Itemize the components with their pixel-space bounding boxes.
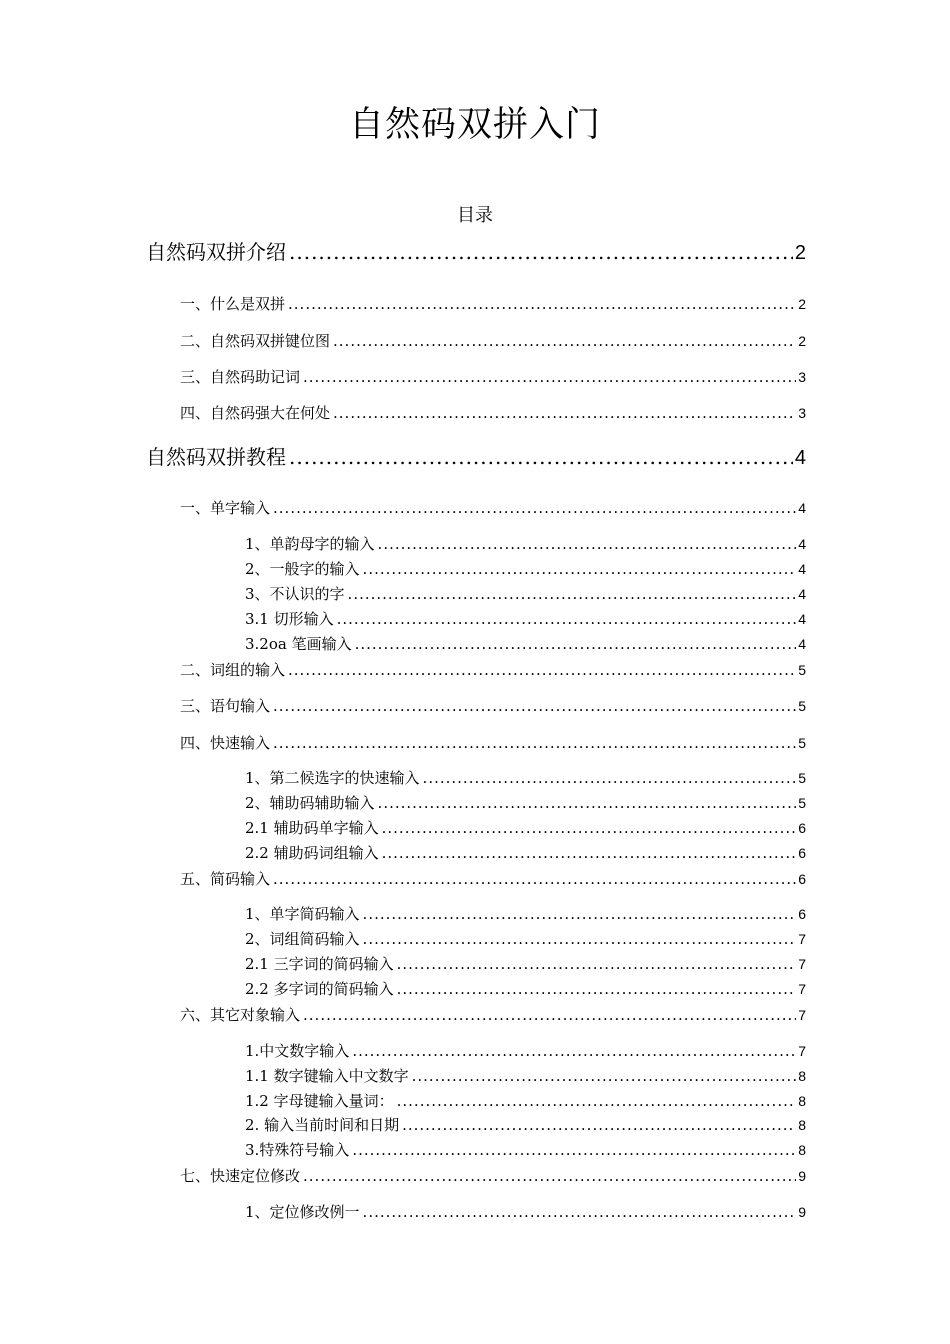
toc-dot-leader bbox=[288, 659, 796, 681]
toc-entry-page-number: 2 bbox=[798, 333, 806, 349]
toc-entry-label: 2.1 辅助码单字输入 bbox=[245, 819, 379, 837]
toc-entry[interactable] bbox=[180, 293, 806, 315]
toc-entry-label: 三、语句输入 bbox=[180, 697, 271, 715]
toc-entry[interactable] bbox=[245, 608, 806, 630]
toc-entry[interactable] bbox=[245, 978, 806, 1000]
toc-entry[interactable] bbox=[245, 792, 806, 814]
toc-entry[interactable] bbox=[245, 1090, 806, 1112]
toc-entry[interactable] bbox=[245, 817, 806, 839]
toc-entry-label: 二、词组的输入 bbox=[180, 661, 286, 679]
toc-entry-page-number: 6 bbox=[798, 871, 806, 887]
toc-dot-leader bbox=[273, 732, 796, 754]
toc-entry-page-number: 8 bbox=[798, 1093, 806, 1109]
toc-entry[interactable] bbox=[180, 659, 806, 681]
toc-entry-label: 四、自然码强大在何处 bbox=[180, 404, 331, 422]
toc-entry[interactable] bbox=[180, 868, 806, 890]
toc-entry-page-number: 3 bbox=[798, 405, 806, 421]
toc-entry-page-number: 4 bbox=[794, 447, 806, 469]
toc-dot-leader bbox=[382, 842, 797, 864]
toc-dot-leader bbox=[378, 792, 797, 814]
toc-entry-label: 七、快速定位修改 bbox=[180, 1167, 301, 1185]
toc-entry[interactable] bbox=[245, 558, 806, 580]
toc-entry-page-number: 3 bbox=[798, 369, 806, 385]
toc-dot-leader bbox=[273, 695, 796, 717]
toc-entry-label: 1、第二候选字的快速输入 bbox=[245, 769, 420, 787]
toc-entry-label: 五、简码输入 bbox=[180, 870, 271, 888]
toc-entry-page-number: 8 bbox=[798, 1068, 806, 1084]
toc-dot-leader bbox=[303, 1165, 796, 1187]
toc-dot-leader bbox=[289, 238, 793, 266]
toc-entry-label: 2、一般字的输入 bbox=[245, 560, 360, 578]
toc-entry-label: 自然码双拼介绍 bbox=[146, 240, 286, 264]
toc-entry[interactable] bbox=[245, 1139, 806, 1161]
toc-entry-page-number: 4 bbox=[798, 611, 806, 627]
toc-dot-leader bbox=[355, 633, 797, 655]
toc-dot-leader bbox=[363, 928, 797, 950]
toc-dot-leader bbox=[378, 533, 797, 555]
toc-entry[interactable] bbox=[245, 1201, 806, 1223]
toc-entry-page-number: 4 bbox=[798, 586, 806, 602]
toc-entry[interactable] bbox=[245, 1065, 806, 1087]
toc-entry-page-number: 4 bbox=[798, 636, 806, 652]
toc-entry-page-number: 9 bbox=[798, 1168, 806, 1184]
toc-entry-page-number: 7 bbox=[798, 931, 806, 947]
toc-heading: 目录 bbox=[457, 205, 493, 226]
toc-dot-leader bbox=[397, 978, 797, 1000]
document-title: 自然码双拼入门 bbox=[348, 105, 601, 145]
toc-entry-page-number: 8 bbox=[798, 1117, 806, 1133]
toc-entry-page-number: 2 bbox=[794, 242, 806, 264]
toc-entry[interactable] bbox=[180, 330, 806, 352]
toc-entry[interactable] bbox=[180, 732, 806, 754]
toc-entry[interactable] bbox=[180, 402, 806, 424]
toc-entry-page-number: 5 bbox=[798, 698, 806, 714]
toc-entry[interactable] bbox=[180, 497, 806, 519]
toc-entry[interactable] bbox=[245, 583, 806, 605]
toc-entry-label: 三、自然码助记词 bbox=[180, 368, 301, 386]
toc-entry-page-number: 5 bbox=[798, 795, 806, 811]
toc-entry[interactable] bbox=[146, 238, 806, 266]
toc-entry-label: 二、自然码双拼键位图 bbox=[180, 332, 331, 350]
toc-dot-leader bbox=[289, 443, 793, 471]
toc-entry[interactable] bbox=[245, 928, 806, 950]
toc-entry[interactable] bbox=[180, 1165, 806, 1187]
toc-dot-leader bbox=[352, 1139, 796, 1161]
toc-entry-page-number: 6 bbox=[798, 820, 806, 836]
toc-entry-label: 2、词组简码输入 bbox=[245, 930, 360, 948]
toc-entry[interactable] bbox=[245, 1114, 806, 1136]
toc-entry-label: 3.1 切形输入 bbox=[245, 610, 334, 628]
toc-entry-label: 1.中文数字输入 bbox=[245, 1042, 350, 1060]
toc-dot-leader bbox=[303, 1004, 796, 1026]
toc-entry[interactable] bbox=[245, 767, 806, 789]
toc-entry[interactable] bbox=[245, 953, 806, 975]
toc-dot-leader bbox=[352, 1040, 796, 1062]
toc-entry-label: 2.2 辅助码词组输入 bbox=[245, 844, 379, 862]
toc-dot-leader bbox=[402, 1114, 796, 1136]
toc-entry-page-number: 6 bbox=[798, 845, 806, 861]
toc-entry-page-number: 4 bbox=[798, 561, 806, 577]
toc-entry-label: 1.1 数字键输入中文数字 bbox=[245, 1067, 409, 1085]
toc-dot-leader bbox=[303, 366, 796, 388]
toc-entry[interactable] bbox=[180, 366, 806, 388]
toc-dot-leader bbox=[337, 608, 797, 630]
toc-entry-label: 2. 输入当前时间和日期 bbox=[245, 1116, 400, 1134]
toc-entry-page-number: 7 bbox=[798, 1043, 806, 1059]
toc-entry-page-number: 8 bbox=[798, 1142, 806, 1158]
toc-entry-label: 2.1 三字词的简码输入 bbox=[245, 955, 394, 973]
toc-entry[interactable] bbox=[180, 1004, 806, 1026]
toc-entry-page-number: 7 bbox=[798, 981, 806, 997]
toc-dot-leader bbox=[382, 817, 797, 839]
toc-entry-page-number: 7 bbox=[798, 956, 806, 972]
toc-entry-label: 3.特殊符号输入 bbox=[245, 1141, 350, 1159]
toc-dot-leader bbox=[397, 1090, 797, 1112]
toc-dot-leader bbox=[273, 868, 796, 890]
toc-entry-label: 1、定位修改例一 bbox=[245, 1203, 360, 1221]
toc-entry[interactable] bbox=[245, 633, 806, 655]
toc-dot-leader bbox=[363, 903, 797, 925]
toc-entry-label: 3、不认识的字 bbox=[245, 585, 345, 603]
toc-entry-page-number: 9 bbox=[798, 1204, 806, 1220]
toc-dot-leader bbox=[363, 1201, 797, 1223]
toc-entry-label: 1、单字简码输入 bbox=[245, 905, 360, 923]
toc-entry-page-number: 7 bbox=[798, 1007, 806, 1023]
toc-entry-page-number: 5 bbox=[798, 662, 806, 678]
toc-entry[interactable] bbox=[245, 903, 806, 925]
toc-entry-page-number: 5 bbox=[798, 770, 806, 786]
toc-entry-page-number: 5 bbox=[798, 735, 806, 751]
toc-dot-leader bbox=[348, 583, 797, 605]
toc-entry-label: 一、什么是双拼 bbox=[180, 295, 286, 313]
toc-entry-label: 一、单字输入 bbox=[180, 499, 271, 517]
toc-entry-label: 2、辅助码辅助输入 bbox=[245, 794, 375, 812]
toc-entry-label: 自然码双拼教程 bbox=[146, 445, 286, 469]
toc-dot-leader bbox=[423, 767, 797, 789]
toc-dot-leader bbox=[288, 293, 796, 315]
toc-entry[interactable] bbox=[180, 695, 806, 717]
toc-dot-leader bbox=[397, 953, 797, 975]
toc-entry-label: 1.2 字母键输入量词： bbox=[245, 1092, 394, 1110]
toc-dot-leader bbox=[333, 330, 796, 352]
toc-entry[interactable] bbox=[245, 1040, 806, 1062]
toc-entry-page-number: 6 bbox=[798, 906, 806, 922]
toc-entry-label: 1、单韵母字的输入 bbox=[245, 535, 375, 553]
toc-entry-label: 六、其它对象输入 bbox=[180, 1006, 301, 1024]
toc-entry[interactable] bbox=[245, 842, 806, 864]
toc-entry-label: 2.2 多字词的简码输入 bbox=[245, 980, 394, 998]
toc-dot-leader bbox=[273, 497, 796, 519]
toc-entry-page-number: 4 bbox=[798, 536, 806, 552]
toc-dot-leader bbox=[333, 402, 796, 424]
toc-entry[interactable] bbox=[146, 443, 806, 471]
toc-entry[interactable] bbox=[245, 533, 806, 555]
toc-entry-label: 四、快速输入 bbox=[180, 734, 271, 752]
toc-dot-leader bbox=[412, 1065, 797, 1087]
toc-dot-leader bbox=[363, 558, 797, 580]
toc-entry-page-number: 2 bbox=[798, 296, 806, 312]
toc-entry-page-number: 4 bbox=[798, 500, 806, 516]
toc-entry-label: 3.2oa 笔画输入 bbox=[245, 635, 352, 653]
